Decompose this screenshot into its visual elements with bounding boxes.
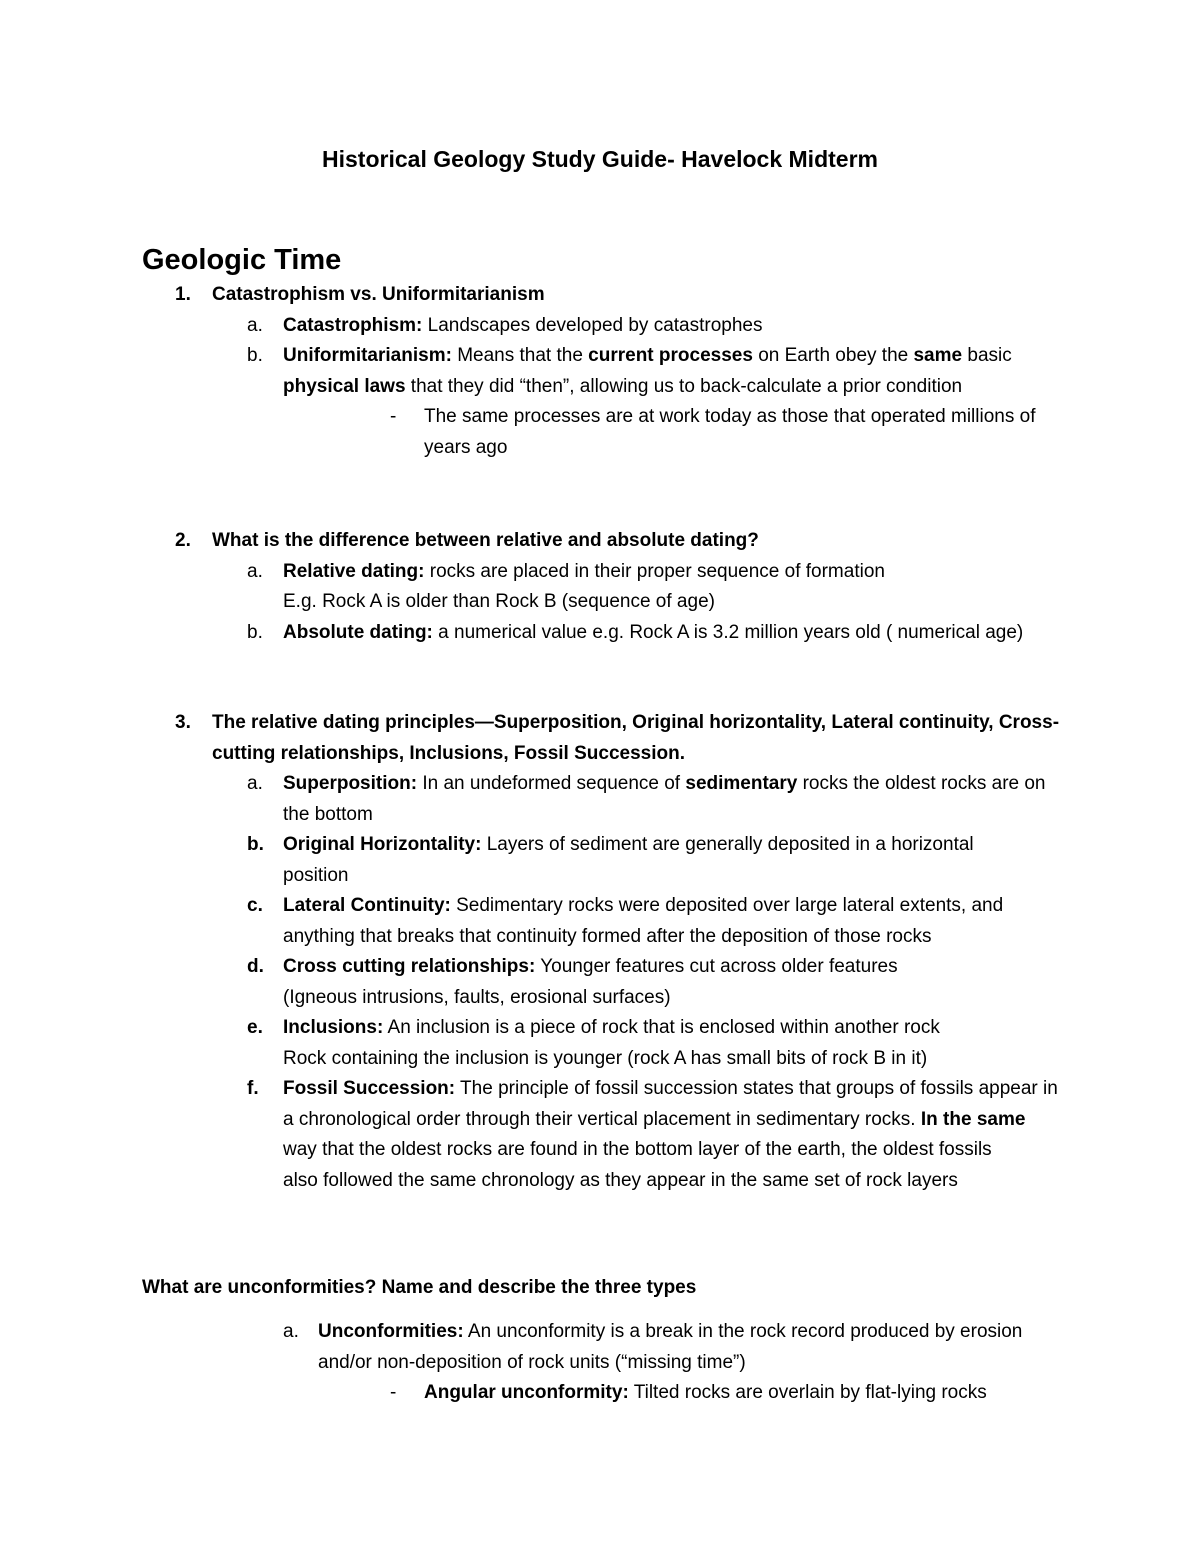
list-item-text: E.g. Rock A is older than Rock B (sequence of age) xyxy=(283,591,715,612)
list-marker: f. xyxy=(247,1078,259,1099)
list-item-text: Inclusions: An inclusion is a piece of rock that is enclosed within another rock xyxy=(283,1017,940,1038)
list-item-c xyxy=(0,891,1200,922)
list-item-text: (Igneous intrusions, faults, erosional surfaces) xyxy=(283,986,671,1008)
list-marker: b. xyxy=(247,345,263,366)
page-title: Historical Geology Study Guide- Havelock Midterm xyxy=(322,146,878,172)
term: Catastrophism: xyxy=(283,314,423,336)
term: Original Horizontality: xyxy=(283,834,482,855)
list-item-text: Lateral Continuity: Sedimentary rocks were deposited over large lateral extents, and xyxy=(283,895,1004,916)
list-item-text: position xyxy=(283,864,349,886)
question-1-line xyxy=(0,280,1200,311)
list-item-a-continued xyxy=(0,1348,1200,1379)
question-3 xyxy=(0,708,1200,1196)
list-item-d-continued xyxy=(0,983,1200,1014)
question-text: cutting relationships, Inclusions, Fossil Succession. xyxy=(212,742,685,764)
list-marker: a. xyxy=(247,314,263,336)
list-item-text: anything that breaks that continuity formed after the deposition of those rocks xyxy=(283,925,932,947)
question-4-items xyxy=(0,1317,1200,1409)
question-text: Catastrophism vs. Uniformitarianism xyxy=(212,284,545,305)
list-item-e-continued xyxy=(0,1044,1200,1075)
dash-item-text: The same processes are at work today as those that operated millions of xyxy=(424,406,1036,427)
term: Lateral Continuity: xyxy=(283,895,451,916)
list-item-b xyxy=(0,618,1200,649)
list-item-f-continued xyxy=(0,1166,1200,1197)
list-number: 1. xyxy=(175,284,191,305)
list-item-a-continued xyxy=(0,587,1200,618)
section-heading: Geologic Time xyxy=(142,244,342,276)
list-item-f xyxy=(0,1074,1200,1105)
question-text: What is the difference between relative and absolute dating? xyxy=(212,530,759,551)
list-marker: a. xyxy=(283,1321,299,1342)
list-item-text: Fossil Succession: The principle of fossil succession states that groups of fossils appear in xyxy=(283,1078,1058,1099)
list-marker: a. xyxy=(247,560,263,582)
list-item-text: physical laws that they did “then”, allowing us to back-calculate a prior condition xyxy=(283,375,963,397)
dash-item-text: years ago xyxy=(424,436,508,458)
list-item-text: Unconformities: An unconformity is a break in the rock record produced by erosion xyxy=(318,1321,1023,1342)
term: Superposition: xyxy=(283,773,418,794)
question-3-line-continued xyxy=(0,739,1200,770)
list-item-text: Uniformitarianism: Means that the current processes on Earth obey the same basic xyxy=(283,345,1012,366)
question-2 xyxy=(0,526,1200,648)
list-marker: b. xyxy=(247,834,264,855)
dash-item-continued xyxy=(0,433,1200,464)
list-marker: d. xyxy=(247,956,264,977)
list-number: 3. xyxy=(175,712,191,733)
list-item-text: Rock containing the inclusion is younger (rock A has small bits of rock B in it) xyxy=(283,1047,928,1069)
dash-marker: - xyxy=(390,1382,397,1403)
list-item-b xyxy=(0,341,1200,372)
question-4 xyxy=(0,1273,1200,1304)
list-item-text: Original Horizontality: Layers of sediment are generally deposited in a horizontal xyxy=(283,834,974,855)
list-item-f-continued xyxy=(0,1105,1200,1136)
term: Absolute dating: xyxy=(283,621,433,643)
dash-item xyxy=(0,1378,1200,1409)
list-item-text: way that the oldest rocks are found in the bottom layer of the earth, the oldest fossils xyxy=(283,1139,992,1160)
list-item-b-continued xyxy=(0,861,1200,892)
question-2-line xyxy=(0,526,1200,557)
question-4-line xyxy=(0,1273,1200,1304)
list-item-d xyxy=(0,952,1200,983)
list-marker: c. xyxy=(247,895,263,916)
list-item-a xyxy=(0,557,1200,588)
list-marker: a. xyxy=(247,773,263,794)
list-item-e xyxy=(0,1013,1200,1044)
list-item-text: Absolute dating: a numerical value e.g. Rock A is 3.2 million years old ( numerical age) xyxy=(283,621,1024,643)
term: Cross cutting relationships: xyxy=(283,956,536,977)
list-item-f-continued xyxy=(0,1135,1200,1166)
list-item-a-continued xyxy=(0,800,1200,831)
list-item-text: Catastrophism: Landscapes developed by catastrophes xyxy=(283,314,763,336)
question-text: The relative dating principles—Superposition, Original horizontality, Lateral continuity, Cross- xyxy=(212,712,1060,733)
list-marker: b. xyxy=(247,621,263,643)
list-item-text: Cross cutting relationships: Younger features cut across older features xyxy=(283,956,898,977)
list-item-b xyxy=(0,830,1200,861)
list-item-text: the bottom xyxy=(283,803,373,825)
term: Inclusions: xyxy=(283,1017,384,1038)
list-item-text: Relative dating: rocks are placed in their proper sequence of formation xyxy=(283,560,885,582)
list-item-c-continued xyxy=(0,922,1200,953)
list-item-text: Superposition: In an undeformed sequence of sedimentary rocks the oldest rocks are on xyxy=(283,773,1046,794)
list-item-a xyxy=(0,311,1200,342)
list-item-b-continued xyxy=(0,372,1200,403)
list-item-a xyxy=(0,769,1200,800)
term: Relative dating: xyxy=(283,560,425,582)
question-text: What are unconformities? Name and describe the three types xyxy=(142,1277,697,1298)
list-item-a xyxy=(0,1317,1200,1348)
list-number: 2. xyxy=(175,530,191,551)
term: Fossil Succession: xyxy=(283,1078,456,1099)
question-1 xyxy=(0,280,1200,463)
term: Unconformities: xyxy=(318,1321,464,1342)
dash-item xyxy=(0,402,1200,433)
list-marker: e. xyxy=(247,1017,263,1038)
question-3-line xyxy=(0,708,1200,739)
term: Angular unconformity: xyxy=(424,1382,629,1403)
list-item-text: and/or non-deposition of rock units (“missing time”) xyxy=(318,1351,746,1373)
term: Uniformitarianism: xyxy=(283,345,452,366)
dash-marker: - xyxy=(390,406,397,427)
list-item-text: also followed the same chronology as they appear in the same set of rock layers xyxy=(283,1169,958,1191)
list-item-text: a chronological order through their vertical placement in sedimentary rocks. In the same xyxy=(283,1108,1026,1130)
dash-item-text: Angular unconformity: Tilted rocks are overlain by flat-lying rocks xyxy=(424,1382,987,1403)
